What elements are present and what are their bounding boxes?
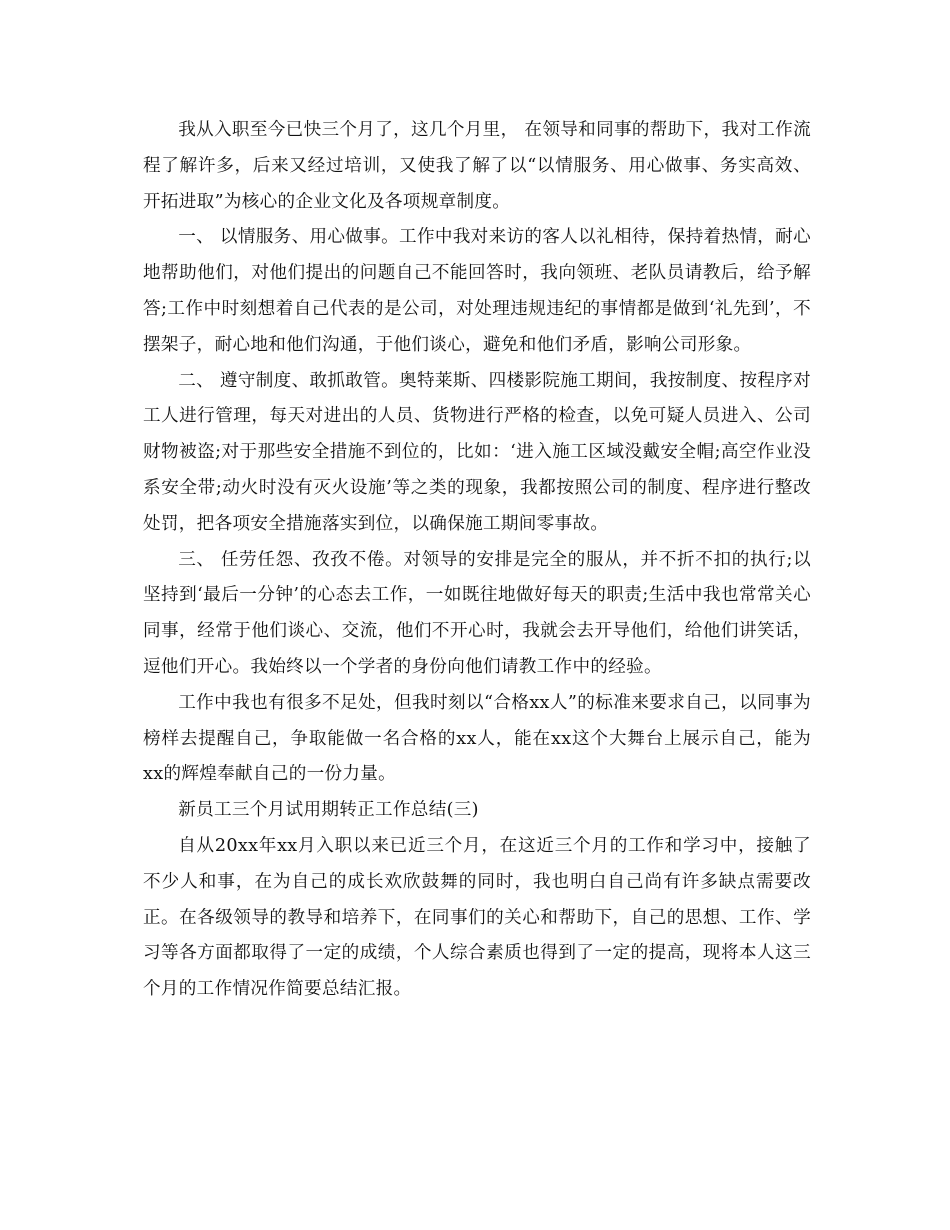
point-three-paragraph: 三、 任劳任怨、孜孜不倦。对领导的安排是完全的服从，并不折不扣的执行;以坚持到‘最后一分钟’的心态去工作，一如既往地做好每天的职责;生活中我也常常关心同事，经常于他们谈心、交流，他们不开心时，我就会去开导他们，给他们讲笑话，逗他们开心。我始终以一个学者的身份向他们请教工作中的经验。 [143, 549, 811, 677]
section-heading: 新员工三个月试用期转正工作总结(三) [178, 800, 479, 821]
intro-paragraph: 我从入职至今已快三个月了，这几个月里， 在领导和同事的帮助下，我对工作流程了解许多，后来又经过培训，又使我了解了以“以情服务、用心做事、务实高效、开拓进取”为核心的企业文化及各项规章制度。 [143, 120, 811, 212]
point-one-paragraph: 一、 以情服务、用心做事。工作中我对来访的客人以礼相待，保持着热情，耐心地帮助他们，对他们提出的问题自己不能回答时，我向领班、老队员请教后，给予解答;工作中时刻想着自己代表的是公司，对处理违规违纪的事情都是做到‘礼先到’，不摆架子，耐心地和他们沟通，于他们谈心，避免和他们矛盾，影响公司形象。 [143, 227, 811, 355]
closing-paragraph: 自从20xx年xx月入职以来已近三个月，在这近三个月的工作和学习中，接触了不少人和事，在为自己的成长欢欣鼓舞的同时，我也明白自己尚有许多缺点需要改正。在各级领导的教导和培养下，在同事们的关心和帮助下，自己的思想、工作、学习等各方面都取得了一定的成绩，个人综合素质也得到了一定的提高，现将本人这三个月的工作情况作简要总结汇报。 [143, 835, 811, 1000]
point-two-paragraph: 二、 遵守制度、敢抓敢管。奥特莱斯、四楼影院施工期间，我按制度、按程序对工人进行管理，每天对进出的人员、货物进行严格的检查，以免可疑人员进入、公司财物被盗;对于那些安全措施不到位的，比如：‘进入施工区域没戴安全帽;高空作业没系安全带;动火时没有灭火设施’等之类的现象，我都按照公司的制度、程序进行整改处罚，把各项安全措施落实到位，以确保施工期间零事故。 [143, 370, 811, 534]
shortcomings-paragraph: 工作中我也有很多不足处，但我时刻以“合格xx人”的标准来要求自己，以同事为榜样去提醒自己，争取能做一名合格的xx人，能在xx这个大舞台上展示自己，能为xx的辉煌奉献自己的一份力量。 [143, 692, 811, 785]
document-page [143, 113, 811, 1008]
